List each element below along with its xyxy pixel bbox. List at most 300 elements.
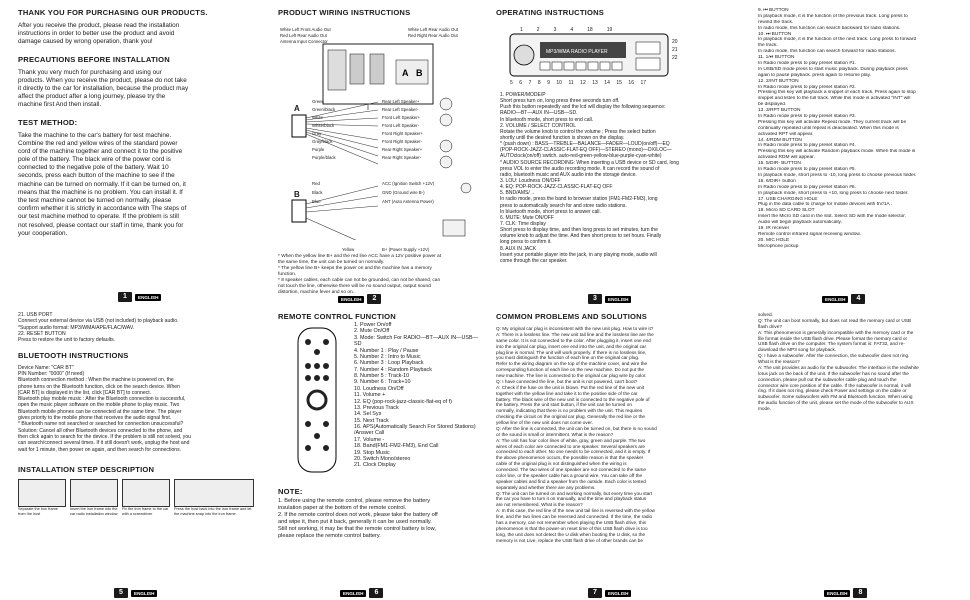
bluetooth-line: Bluetooth connection method : When the machine is powered on, the [18, 377, 174, 384]
wire-color: Gray/black [312, 139, 333, 144]
wire-function: Front Right Speaker+ [382, 131, 423, 136]
instruction-line: Short press turn on, long press three seconds turn off. [500, 98, 620, 105]
thanks-text [18, 22, 260, 47]
wiring-title: PRODUCT WIRING INSTRUCTIONS [278, 8, 411, 17]
instruction-line: In Radio mode press to play preset station #4. [758, 143, 856, 149]
manual-page-2 [278, 8, 486, 308]
wire-function: Rear Right Speaker+ [382, 147, 423, 152]
qa-line: are not remembered. What is the reason? [496, 502, 583, 508]
instruction-line: In Radio mode press to play preset station #5. [758, 167, 856, 173]
bluetooth-line: Device Name: "CAR BT" [18, 364, 74, 371]
instruction-line: Plug in the data cable to charge for mobile devices with 5V/1A . [758, 202, 893, 208]
instruction-line: 11. 1/⏯ BUTTON [758, 55, 795, 61]
qa-line: subwoofer. Some subwoofers with FM and Bluetooth function. When using [758, 394, 913, 400]
install-step-1: Separate the iron frame from the host [18, 479, 66, 516]
callouts-bottom [510, 80, 646, 86]
wire-color: White/black [312, 123, 335, 128]
text-line: means that the machine is no problem. You can install it. If [18, 188, 183, 196]
callout-number: 17 [640, 80, 647, 86]
qa-line: Q: My original car plug is inconsistent with the new unit plug. How to wire it? [496, 326, 654, 331]
instruction-line: In Radio mode press to play preset station #1. [758, 61, 856, 67]
svg-text:B: B [416, 68, 423, 78]
instruction-line: 10. ⏭ BUTTON [758, 31, 792, 37]
qa-line: phenomenon is that the power-on reset time of this USB flash drive is too [496, 525, 648, 531]
qa-line: into the original car plug, insert one end into the unit, and the original car [496, 343, 647, 349]
text-line: machine can be turned on normally. If it can be turned on, it [18, 180, 186, 188]
qa-line: A: There is a lossless line. The new unit tail line and the lossless line are the [496, 331, 654, 337]
text-line: seconds, press each button of the machine to see if the [18, 172, 175, 180]
qa-line: long, the unit does not detect the U disk when booting the U disk, so the [496, 531, 646, 537]
callout-number: 21 [672, 47, 678, 53]
instruction-line: 17. USB CHARGING HOLE [758, 196, 818, 202]
instruction-line: 12. 2/INT BUTTON [758, 78, 799, 84]
remote-function-item: 7. Number 4 : Random Playback [354, 366, 432, 373]
bluetooth-line: open the music player software on the mobile phone to play music. Two [18, 402, 180, 409]
instruction-line: 4. EQ: POP-ROCK-JAZZ-CLASSIC-FLAT-EQ OFF [500, 184, 613, 191]
wire-function: GND (Ground wire B-) [382, 190, 425, 195]
qa-line: Q: I have connected the line, but the unit is not powered, can't boot? [496, 378, 638, 384]
install-step-3: Fix the iron frame to the car with a screwdriver [122, 479, 170, 516]
qa-line: solved. [758, 312, 773, 317]
callout-number: 18 [587, 27, 593, 33]
text-line: your cooperation. [18, 229, 68, 237]
callout-number: 4 [570, 27, 574, 33]
callout-number: 5 [510, 80, 513, 86]
instruction-line: In radio mode, this function can search forward for radio stations. [758, 49, 896, 55]
wire-color: White [312, 115, 323, 120]
qa-line: A: The unit has four color lines of white, gray, green and purple. The two [496, 437, 646, 443]
label-red-left-rear-audio: Red Left Rear Audio Out [280, 33, 327, 38]
instruction-line: continually repeated until repeat is deactivated. When this mode is [758, 125, 899, 131]
callout-number: 22 [672, 55, 678, 61]
qa-line: What is the reason? [758, 359, 800, 364]
qa-line: Q: The unit can boot normally, but does not read the memory card or USB [758, 317, 912, 323]
text-line: instructions in order to better use the product and avoid [18, 30, 175, 38]
manual-page-8 [758, 312, 966, 600]
manual-page-6 [278, 312, 486, 600]
text-line: Thank you very much for purchasing and using our [18, 68, 162, 76]
manual-page-5 [18, 312, 258, 600]
bluetooth-line: PIN Number: "0000" (If need) [18, 370, 85, 377]
page-number-6: ENGLISH 6 [340, 588, 383, 598]
remote-notes [278, 498, 486, 540]
instruction-line: activated RPT will appear. [758, 131, 814, 137]
text-line: damage caused by wrong operation, thank you! [18, 38, 153, 46]
remote-function-item: 21. Clock Display [354, 462, 396, 469]
wire-function: Front Left Speaker- [382, 123, 420, 128]
qa-line: the audio function of the unit, please set the mode of the subwoofer to AUX [758, 400, 914, 406]
remote-function-item: 5. Number 2 : Intro to Music [354, 353, 421, 360]
text-line: confirm whether it is strictly in accordance with The steps of [18, 205, 187, 213]
instruction-line: Rotate the volume knob to control the volume ; Press the select button [500, 128, 656, 135]
qa-line: connector wire core position of the cable. If the subwoofer is normal, it will [758, 382, 911, 388]
instruction-line: * AUDIO SOURCE RECORDING: When inserting a USB device or SD card, long [500, 159, 679, 166]
note-line: not touch the line, otherwise there will be no sound output, output sound [278, 283, 431, 289]
install-step-4: Press the host back into the iron frame and let the machine snap into the iron frame. [174, 479, 254, 516]
problems-title: COMMON PROBLEMS AND SOLUTIONS [496, 312, 648, 321]
wire-color: Black [312, 190, 323, 195]
instruction-line: *Support audio format: MP3/WMA/APE/FLAC/WAV. [18, 324, 135, 331]
instruction-line: the track. [758, 43, 778, 49]
bluetooth-line: wait for 1 minute, then power on again, and then search for connections. [18, 446, 182, 453]
operating-title: OPERATING INSTRUCTIONS [496, 8, 605, 17]
note-line: * When the yellow line B+ and the red line ACC have a 12V positive power at [278, 254, 442, 259]
qa-line: mode. [758, 406, 772, 411]
qa-line: A: This phenomenon is generally incompatible with the memory card or the [758, 329, 914, 335]
page-number-2: ENGLISH 2 [338, 294, 381, 304]
callouts-right [672, 38, 678, 62]
instruction-line: radio, bluetooth music and AUX audio into the storage device. [500, 171, 637, 178]
qa-line: battery. The black wire of the new unit is connected to the negative pole of [496, 396, 650, 402]
wiring-diagram [278, 20, 486, 240]
remote-function-item: 17. Volume - [354, 436, 385, 443]
qa-line: the car you have to turn it on manually, and the time and playback status [496, 496, 647, 502]
precautions-title: PRECAUTIONS BEFORE INSTALLATION [18, 54, 170, 64]
manual-page-4 [758, 8, 966, 308]
instruction-line: Press to restore the unit to factory defaults. [18, 337, 116, 344]
qa-line: Q: After the line is connected, the unit can be turned on, but there is no sound [496, 425, 657, 431]
install-step-2: Insert the iron frame into the car radio installation window [70, 479, 118, 516]
bluetooth-text [18, 365, 258, 453]
qa-line: connected to each other. No one needs to be connected, and it is empty. If [496, 449, 651, 455]
svg-text:A: A [402, 68, 409, 78]
instruction-line: 5. BND/AMS/→ [500, 190, 535, 197]
instruction-line: Remote control infrared signal receiving window. [758, 231, 861, 237]
instruction-line: 9. ⏮ BUTTON [758, 8, 789, 13]
callout-number: 11 [568, 80, 574, 86]
callout-number: 14 [604, 80, 610, 86]
label-white-left-rear-audio: White Left Rear Audio Out [408, 27, 458, 32]
qa-line: normally, indicating that there is no problem with the unit. This requires [496, 408, 643, 414]
bluetooth-line: * Bluetooth name not searched or searched for connection unsuccessful? [18, 421, 184, 428]
operating-items [500, 92, 686, 264]
bluetooth-line: phone turns on the Bluetooth function, click on the search device. When [18, 383, 180, 390]
text-line: After you receive the product, please read the installation [18, 22, 180, 29]
qa-line: A: The unit provides an audio for the subwoofer. The interface is the red/white [758, 364, 919, 370]
wire-function: ANT (Auto Antenna Power) [382, 199, 434, 204]
bluetooth-line: [CAR BT] is displayed in the list, click [CAR BT] to connect. [18, 389, 152, 396]
text-line: cord of the machine together and connect it to the positive [18, 147, 183, 155]
instruction-line: Pressing this key will activate Random playback mode. When this mode is [758, 149, 916, 155]
bluetooth-line: Solution: Cancel all other Bluetooth devices connected to the phone, and [18, 427, 183, 434]
instruction-line: Pressing this key will activate Repeat mode. They current track will be [758, 119, 907, 125]
wire-function: Front Right Speaker- [382, 139, 422, 144]
callout-number: 2 [536, 27, 540, 33]
installation-steps [18, 479, 258, 516]
instruction-line: In Radio mode press to play preset station #6. [758, 184, 856, 190]
qa-line: has a memory, can not remember when playing the USB flash drive, this [496, 519, 646, 525]
wire-color: Blue [312, 199, 321, 204]
instruction-line: be displayed. [758, 102, 787, 108]
qa-line: color line, or the speaker cable has a ground wire. You can take off the [496, 472, 643, 478]
bluetooth-line: then click again to search for the device. If the problem is still not solved, you [18, 434, 191, 440]
manual-page-7 [496, 312, 710, 600]
instruction-line: 14. 4/RDM BUTTON [758, 137, 802, 143]
instruction-line: 16. 6/DIR+ button [758, 178, 796, 184]
precautions-text [18, 69, 260, 110]
page-number-8: ENGLISH 8 [824, 588, 867, 598]
qa-line: you must distinguish the function of each line on the original car plug. [496, 355, 640, 361]
connector-b-label: B [294, 190, 300, 199]
qa-line: Refer to the wiring diagram on the top of the machine cover, and wire the [496, 361, 648, 367]
bluetooth-line: Bluetooth play mobile music : After the Bluetooth connection is successful, [18, 396, 186, 403]
note-title: NOTE: [278, 487, 303, 496]
note-line: please replace the remote control battery. [278, 532, 381, 539]
remote-function-item: 4. Number 1 : Play / Pause [354, 347, 419, 354]
remote-function-item: 1. Power On/off [354, 322, 392, 328]
page-number-1: 1 ENGLISH [118, 292, 161, 302]
wire-color: Purple [312, 147, 325, 152]
page-number-5: 5 ENGLISH [114, 588, 157, 598]
wire-color: Yellow [342, 247, 355, 252]
qa-line: plug line is normal. The unit will work properly. If there is no lossless line, [496, 349, 647, 355]
button-items [758, 8, 966, 250]
text-line: not resolved, please contact our staff in time, thank you for [18, 221, 184, 229]
page-number-3: 3 ENGLISH [588, 294, 631, 304]
wiring-notes [278, 254, 486, 296]
note-line: distortion, machine fever and so on. [278, 289, 354, 295]
instruction-line: Pressing this key will playback a snippet of each track. Press again to stop [758, 90, 916, 96]
wire-function: Front Left Speaker+ [382, 115, 421, 120]
instruction-line: rewind the track. [758, 19, 794, 25]
installation-title: INSTALLATION STEP DESCRIPTION [18, 464, 155, 474]
remote-function-item: 3. Mode: Switch For RADIO—BT—AUX IN—USB— [354, 334, 479, 341]
instruction-line: (POP-ROCK-JAZZ-CLASSIC-FLAT-EQ OFF)—STEREO (mono)—DX/LOC— [500, 147, 672, 154]
instruction-line: 20. MIC HOLE [758, 237, 790, 243]
instruction-line: Connect your external device via USB (not included) to playback audio. [18, 318, 179, 325]
remote-function-item: SD [354, 341, 362, 348]
instruction-line: In playback mode, short press to +10, long press to choose next folder. [758, 190, 909, 196]
label-antenna-input: Antenna Input Connector [280, 39, 328, 44]
callout-number: 7 [528, 80, 532, 86]
text-line: machine first And then install. [18, 101, 102, 109]
wire-function: Rear Left Speaker- [382, 107, 419, 112]
qa-line: the battery. Press the unit start button, if the unit can be turned on [496, 402, 632, 408]
remote-function-item: 8. Number 5 : Track-10 [354, 373, 410, 379]
instruction-line: again to pause playback. press again to resume play. [758, 72, 871, 78]
instruction-line: press VOL to enter the audio recording mode. It can record the sound of [500, 165, 660, 172]
instruction-line: Insert your portable player into the jack, in any playing mode, audio will [500, 251, 657, 258]
instruction-line: 7. CLK: Time display [500, 220, 546, 227]
qa-line: lotus jack on the back of the unit. If the subwoofer has no sound after the [758, 370, 909, 376]
qa-line: file format inside the USB flash drive. Please format the memory card or [758, 335, 908, 341]
qa-line: new machine. The line is connected to the original car plug wire by color. [496, 373, 647, 378]
text-line: Take the machine to the car's battery for test machine. [18, 131, 172, 139]
bluetooth-line: Bluetooth mobile phones can be connected at the same time. The player [18, 408, 182, 415]
remote-control-image [292, 326, 342, 476]
instruction-line: Microphone pickup. [758, 243, 800, 249]
qa-line: separately and whether there are any problems. [496, 484, 596, 490]
callout-number: 8 [537, 80, 541, 86]
text-line: pole of the battery. The black wire of the power cord is [18, 156, 171, 164]
callouts-top [520, 27, 612, 33]
callout-number: 12 [580, 80, 586, 86]
qa-line: speaker cables and find a speaker from the outside. Each color is tested [496, 478, 646, 484]
callout-number: 9 [547, 80, 550, 86]
qa-line: same color. It is not connected to the color. After plugging it, insert one end [496, 337, 651, 343]
instruction-line: press to automatically search for and store radio stations. [500, 202, 627, 209]
instruction-line: In playback mode, it is the function of the previous track. Long press to [758, 13, 908, 19]
callout-number: 10 [556, 80, 562, 86]
text-line: affect the product after a long journey, please try the [18, 93, 166, 101]
bluetooth-line: gives priority to the mobile phone that receives the audio signal first. [18, 415, 172, 422]
instruction-line: 3. LOU: Loudness ON/OFF [500, 177, 561, 184]
wire-color: Green/black [312, 107, 336, 112]
qa-line: download the MP3 song for playback. [758, 347, 837, 353]
instruction-line: come through the car speaker. [500, 257, 568, 264]
remote-function-item: 14. Sel Sys [354, 411, 382, 418]
instruction-line: Audio will begin playback automatically. [758, 220, 842, 226]
remote-function-item: 6. Number 3 : Loop Playback [354, 360, 424, 367]
instruction-line: 1. POWER/MODE/P [500, 92, 546, 98]
bluetooth-line: can search/connect several times. If it still doesn't work, unplug the host and [18, 440, 190, 447]
note-line: function. [278, 271, 297, 277]
callout-number: 13 [592, 80, 598, 86]
remote-function-item: 18. Band(FM1-FM2-FM3), End Call [354, 443, 439, 450]
qa-line: the above phenomenon occurs, the possible reason is that the speaker [496, 455, 644, 461]
instruction-line: 18. Micro SD CARD SLOT [758, 208, 815, 214]
wire-color: Gray [312, 131, 322, 136]
connector-a-label: A [294, 104, 300, 113]
remote-function-item: 13. Previous Track [354, 404, 399, 411]
callout-number: 3 [553, 27, 557, 33]
instruction-line: RADIO—BT—AUX IN—USB—SD. [500, 110, 578, 117]
note-line: insulation paper at the bottom of the remote control. [278, 504, 407, 511]
problems-text [496, 326, 710, 543]
note-line: * The yellow line B+ keeps the power on and the machine has a memory [278, 265, 432, 271]
page-number-4: ENGLISH 4 [822, 294, 865, 304]
remote-function-list [354, 322, 486, 469]
qa-line: memory is not Live, replace the USB flash drive of other brands can be [496, 537, 643, 543]
instruction-line: In bluetooth mode, short press to end call. [500, 116, 594, 123]
wire-color: Green [312, 99, 324, 104]
note-line: and wipe it, then put it back, generally it can be used normally. [278, 518, 432, 525]
bluetooth-title: BLUETOOTH INSTRUCTIONS [18, 350, 129, 360]
qa-line: wires of each color are connected to one speaker. Several speakers are [496, 443, 646, 449]
note-line: * 8 speaker cables, each cable can not be grounded, can not be shared, can [278, 277, 441, 283]
remote-function-item: 10. Loudness On/Off [354, 385, 404, 392]
callout-number: 1 [520, 27, 523, 33]
remote-function-item: 12. EQ (pop-rock-jazz-classic-flat-eq of f) [354, 398, 452, 405]
qa-line: A: Check if the fuse on the unit is blown. Put the red line of the new unit [496, 384, 645, 390]
instruction-line: AUTOclock(on/off) switch. auto-red-green-yellow-blue-purple-cyan-white) [500, 153, 662, 160]
qa-line: ring. If it does not ring, please check Power and settings on the cable or [758, 388, 907, 394]
text-line: the test machine cannot be turned on normally, please [18, 197, 172, 204]
qa-line: connection, please pull out the subwoofer cable plug and touch the [758, 376, 897, 382]
text-line: it directly to the car for installation, because the product may [18, 84, 189, 92]
instruction-line: In Radio mode press to play preset station #2. [758, 84, 856, 90]
qa-line: yellow line of the new unit does not come over. [496, 420, 593, 425]
svg-text:MP3/WMA RADIO PLAYER: MP3/WMA RADIO PLAYER [546, 49, 608, 55]
thanks-title: THANK YOU FOR PURCHASING OUR PRODUCTS. [18, 8, 208, 17]
callout-number: 20 [672, 39, 678, 45]
wire-color: Red [312, 181, 320, 186]
instruction-line: In playback mode, it is the function of the next track. Long press to forward [758, 37, 917, 43]
qa-line: or the sound is small or intermittent. What is the reason? [496, 431, 614, 437]
instruction-line: 22. RESET BUTTON [18, 330, 66, 337]
remote-function-item: 11. Volume + [354, 392, 386, 399]
qa-line: A: In this case, the red line of the new unit tail line is reversed with the yellow [496, 508, 655, 514]
note-line: 2. If the remote control does not work, please take the battery off [278, 511, 438, 518]
instruction-line: In radio mode, this function can search backward for radio stations. [758, 25, 901, 31]
instruction-line: activated RDM will appear. [758, 155, 815, 161]
text-line: our test machine method to operate. If the problem is still [18, 213, 179, 221]
problems-text-continued [758, 312, 966, 412]
remote-function-item: /Answer Call [354, 430, 385, 437]
manual-page-3 [496, 8, 686, 308]
remote-function-item: 19. Stop Music [354, 449, 390, 456]
instruction-line: * (push down) : BASS—TREBLE—BALANCE—FADER—LOUD(on/off)—EQ [500, 141, 670, 148]
instruction-line: shortly until the desired function is shown on the display. [500, 134, 625, 141]
callout-number: 15 [616, 80, 622, 86]
label-red-right-rear-audio: Red Right Rear Audio Out [408, 33, 458, 38]
callout-number: 16 [628, 80, 634, 86]
instruction-line: In Radio mode press to play preset station #3. [758, 114, 856, 120]
instruction-line: 19. IR receiver [758, 225, 790, 231]
instruction-line: In playback mode, short press to -10, long press to choose previous folder. [758, 172, 917, 178]
qa-line: line, and the two lines can be reversed and connected. If the time, the radio [496, 514, 653, 519]
qa-line: checking the circuit on the original car plug. Generally the red line or the [496, 414, 646, 420]
test-method-title: TEST METHOD: [18, 117, 78, 127]
usb-reset-items [18, 312, 258, 344]
wire-function: ACC (Ignition Switch +12V) [382, 181, 435, 186]
instruction-line: Push this button repeatedly and the lcd will display the following sequence: [500, 104, 666, 111]
instruction-line: volume knob to adjust the time. And then short press to set hours. Finally [500, 233, 662, 240]
label-white-left-front-audio: White Left Front Audio Out [280, 27, 331, 32]
manual-page-1 [18, 8, 260, 308]
callout-number: 6 [519, 80, 523, 86]
qa-line: Q: The unit can be turned on and working normally, but every time you start [496, 490, 653, 496]
remote-title: REMOTE CONTROL FUNCTION [278, 312, 396, 321]
instruction-line: 13. 3/RPT BUTTON [758, 108, 801, 114]
instruction-line: long press to confirm it. [500, 239, 552, 246]
instruction-line: snippet and listen to the full track. While this mode is activated "INT" will [758, 96, 911, 102]
note-line: the same time, the unit can be turned on normally. [278, 259, 385, 265]
instruction-line: 2. VOLUME / SELECT CONTROL [500, 122, 577, 129]
qa-line: flash drive? [758, 323, 782, 329]
instruction-line: In radio mode, press the band to browser station (FM1-FM2-FM3), long [500, 196, 658, 203]
instruction-line: In USB/SD mode press to start music playback. During playback press [758, 66, 908, 72]
wire-function: Rear Left Speaker+ [382, 99, 420, 104]
qa-line: corresponding function of each line on the new machine. Do not put the [496, 367, 645, 373]
remote-function-item: 20. Switch Mono/stereo [354, 455, 411, 462]
qa-line: together with the yellow line and take it to the positive side of the car [496, 390, 638, 396]
instruction-line: Short press to display time, and then long press to set minutes, turn the [500, 227, 658, 234]
wire-function: B+ (Power Supply +12V) [382, 247, 430, 252]
text-line: connected to the negative pole of the battery. Wait 10 [18, 164, 169, 172]
qa-line: connected. The two wires of one speaker are not connected to the same [496, 467, 647, 472]
instruction-line: Insert the Micro SD card in the slot. Select SD with the mode selector. [758, 214, 906, 220]
note-line: 1. Before using the remote control, please remove the battery [278, 498, 431, 504]
instruction-line: 15. 5/DIR- BUTTON [758, 161, 801, 167]
qa-line: Q: I have a subwoofer. After the connection, the subwoofer does not ring. [758, 353, 910, 359]
page-number-7: 7 ENGLISH [588, 588, 631, 598]
text-line: Combine the red and yellow wires of the standard power [18, 139, 178, 147]
wire-color: Purple/black [312, 155, 336, 160]
remote-function-item: 16. APS(Automatically Search For Stored Stations) [354, 424, 476, 430]
qa-line: USB flash drive on the computer. The system format is: FAT32, and re- [758, 341, 905, 347]
wire-function: Rear Right Speaker- [382, 155, 422, 160]
remote-function-item: 2. Mute On/Off [354, 328, 390, 335]
text-line: products. When you receive the product, please do not take [18, 76, 187, 84]
instruction-line: 8. AUX IN JACK [500, 245, 537, 252]
instruction-line: 6. MUTE: Mute ON/OFF [500, 214, 554, 221]
remote-function-item: 15. Next Track [354, 417, 389, 424]
qa-line: cable of the original plug is not distinguished when the wiring is [496, 461, 627, 467]
note-line: Still not working, it may be that the remote control battery is low, [278, 525, 436, 532]
test-method-text [18, 132, 260, 238]
callout-number: 19 [606, 27, 613, 33]
